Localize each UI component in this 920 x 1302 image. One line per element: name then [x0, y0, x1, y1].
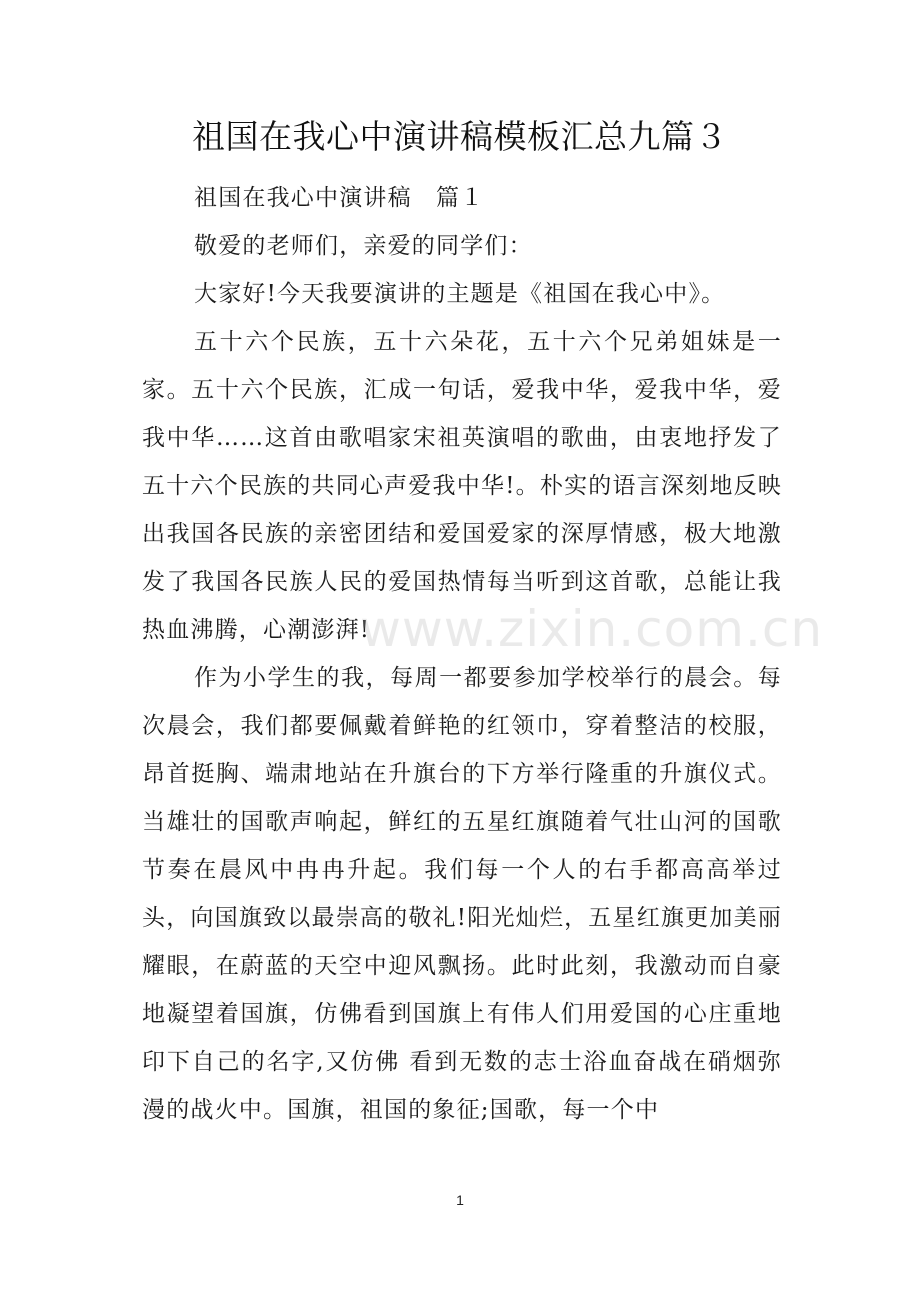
section-heading: 祖国在我心中演讲稿 篇１ [194, 185, 485, 211]
document-title: 祖国在我心中演讲稿模板汇总九篇３ [192, 117, 728, 156]
body-paragraph: 作为小学生的我，每周一都要参加学校举行的晨会。每次晨会，我们都要佩戴着鲜艳的红领巾，穿着整洁的校服，昂首挺胸、端肃地站在升旗台的下方举行隆重的升旗仪式。当雄壮的国歌声响起，鲜红的五星红旗随着气壮山河的国歌节奏在晨风中冉冉升起。我们每一个人的右手都高高举过头，向国旗致以最崇高的敬礼!阳光灿烂，五星红旗更加美丽耀眼，在蔚蓝的天空中迎风飘扬。此时此刻，我激动而自豪地凝望着国旗，仿佛看到国旗上有伟人们用爱国的心庄重地印下自己的名字,又仿佛 看到无数的志士浴血奋战在硝烟弥漫的战火中。国旗，祖国的象征;国歌，每一个中 [142, 665, 782, 1123]
watermark: www.zixin.com.cn [360, 600, 824, 658]
page-number: 1 [456, 1192, 464, 1208]
body-paragraph: 五十六个民族，五十六朵花，五十六个兄弟姐妹是一家。五十六个民族，汇成一句话，爱我中华，爱我中华，爱我中华……这首由歌唱家宋祖英演唱的歌曲，由衷地抒发了五十六个民族的共同心声爱我中华!。朴实的语言深刻地反映出我国各民族的亲密团结和爱国爱家的深厚情感，极大地激发了我国各民族人民的爱国热情每当听到这首歌，总能让我热血沸腾，心潮澎湃! [142, 329, 782, 643]
salutation: 敬爱的老师们，亲爱的同学们： [194, 233, 533, 259]
greeting-paragraph: 大家好!今天我要演讲的主题是《祖国在我心中》。 [194, 281, 726, 307]
document-body [142, 174, 782, 1134]
